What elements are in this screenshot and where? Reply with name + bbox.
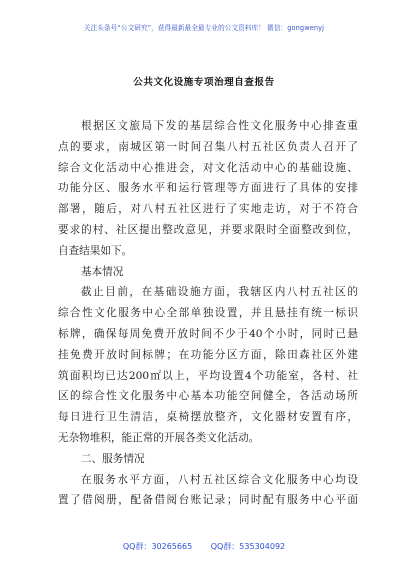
paragraph-line: 根据区文旅局下发的基层综合性文化服务中心排查重	[81, 120, 358, 132]
paragraph-line: 区的综合性文化服务中心基本功能空间健全，各活动场所	[58, 390, 358, 403]
paragraph-line: 筑面积均已达200㎡以上，平均设置4个功能室，各村、社	[58, 369, 358, 382]
paragraph-line: 标牌，确保每周免费开放时间不少于40个小时，同时已悬	[58, 327, 358, 340]
paragraph-line: 挂免费开放时间标牌；在功能分区方面，除田森社区外建	[58, 348, 358, 361]
section-heading: 基本情况	[81, 265, 124, 278]
header-note: 关注头条号“公文研究”，获得最新最全最专业的公文资料库！ 微信：gongwenyj	[83, 24, 325, 32]
paragraph-line: 要求的村、社区提出整改意见，并要求限时全面整改到位，	[58, 223, 358, 236]
paragraph-line: 自查结果如下。	[58, 244, 133, 257]
footer-qq-group-1: QQ群：30265665	[122, 542, 193, 551]
section-heading: 二、服务情况	[81, 452, 145, 465]
paragraph-line: 在服务水平方面，八村五社区综合文化服务中心均设	[81, 473, 358, 486]
paragraph-line: 部署，随后，对八村五社区进行了实地走访，对于不符合	[58, 203, 358, 216]
document-body	[58, 116, 358, 511]
footer-contact	[0, 541, 408, 552]
paragraph-line: 每日进行卫生清洁，桌椅摆放整齐，文化器材安置有序，	[58, 411, 358, 424]
paragraph-line: 功能分区、服务水平和运行管理等方面进行了具体的安排	[58, 182, 358, 195]
paragraph-line: 截止目前，在基础设施方面，我辖区内八村五社区的	[81, 286, 358, 299]
paragraph-line: 点的要求，南城区第一时间召集八村五社区负责人召开了	[58, 140, 358, 153]
paragraph-line: 综合文化活动中心推进会，对文化活动中心的基础设施、	[58, 161, 358, 174]
paragraph-line: 综合性文化服务中心全部单独设置，并且悬挂有统一标识	[58, 307, 358, 320]
paragraph-line: 置了借阅册，配备借阅台账记录；同时配有服务中心平面	[58, 494, 358, 507]
page-title: 公共文化设施专项治理自查报告	[133, 77, 275, 88]
footer-qq-group-2: QQ群：535304092	[210, 542, 286, 551]
paragraph-line: 无杂物堆积，能正常的开展各类文化活动。	[58, 431, 260, 444]
